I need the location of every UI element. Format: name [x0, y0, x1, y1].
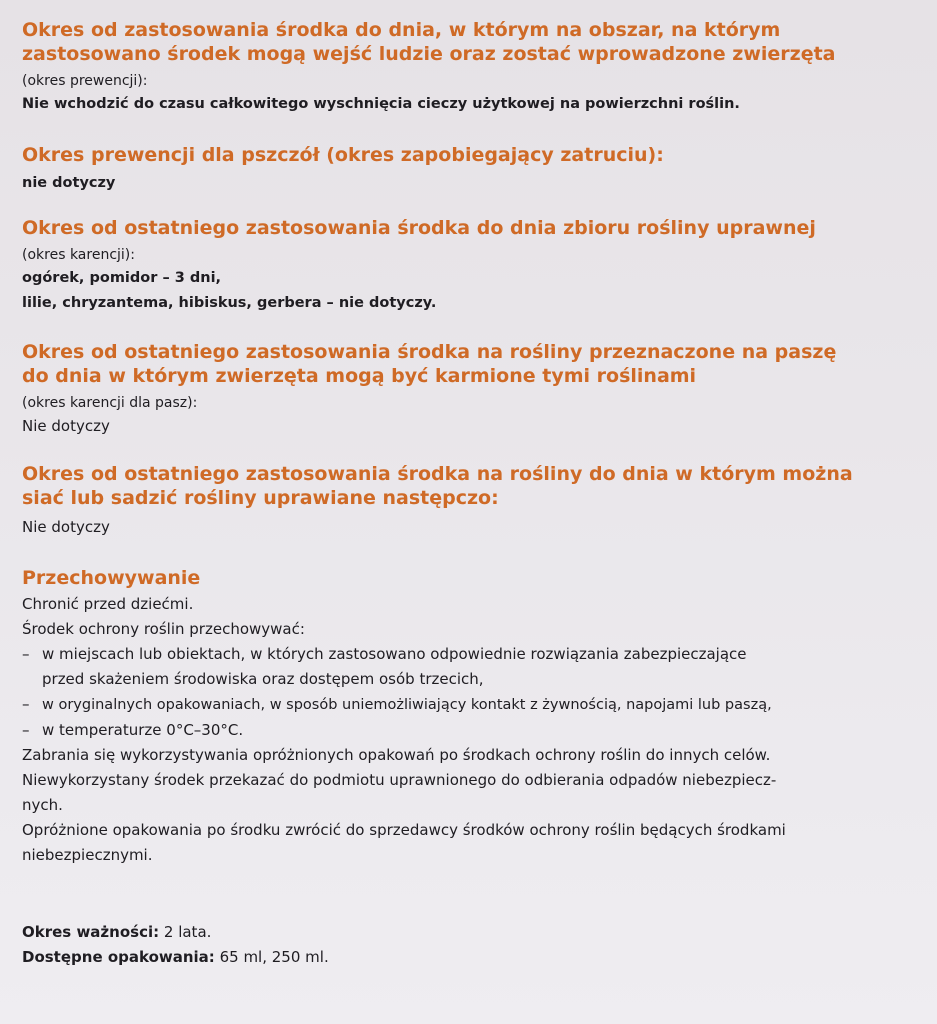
section-storage — [22, 566, 923, 868]
section-heading: Okres od ostatniego zastosowania środka na rośliny przeznaczone na paszę — [22, 341, 837, 363]
section-heading: do dnia w którym zwierzęta mogą być karmione tymi roślinami — [22, 365, 697, 387]
section-subtitle: (okres karencji): — [22, 247, 135, 263]
dash-bullet: – — [22, 695, 30, 713]
storage-line: Zabrania się wykorzystywania opróżnionych opakowań po środkach ochrony roślin do innych celów. — [22, 746, 771, 764]
storage-list-item — [22, 692, 923, 718]
section-heading: Okres od ostatniego zastosowania środka do dnia zbioru rośliny uprawnej — [22, 217, 816, 239]
section-value: Nie wchodzić do czasu całkowitego wyschnięcia cieczy użytkowej na powierzchni roślin. — [22, 96, 740, 112]
packages-label: Dostępne opakowania: — [22, 948, 215, 966]
footer-info — [22, 920, 923, 970]
section-prevention-period — [22, 18, 923, 117]
section-value: Nie dotyczy — [22, 518, 110, 536]
section-heading: zastosowano środek mogą wejść ludzie oraz zostać wprowadzone zwierzęta — [22, 43, 836, 65]
section-heading: Okres od ostatniego zastosowania środka na rośliny do dnia w którym można — [22, 463, 853, 485]
section-bee-prevention — [22, 143, 923, 196]
section-subtitle: (okres prewencji): — [22, 73, 148, 89]
packages-line — [22, 945, 923, 970]
storage-line: Środek ochrony roślin przechowywać: — [22, 620, 305, 638]
storage-line: niebezpiecznymi. — [22, 846, 153, 864]
validity-value: 2 lata. — [163, 923, 212, 941]
section-value: ogórek, pomidor – 3 dni, — [22, 270, 222, 286]
section-heading: Okres prewencji dla pszczół (okres zapobiegający zatruciu): — [22, 144, 664, 166]
section-heading: Przechowywanie — [22, 567, 201, 589]
list-item-continuation: przed skażeniem środowiska oraz dostępem osób trzecich, — [42, 670, 484, 688]
packages-value: 65 ml, 250 ml. — [219, 948, 329, 966]
list-item-text: w temperaturze 0°C–30°C. — [42, 721, 244, 739]
storage-list-item — [22, 642, 923, 667]
section-succession-crops — [22, 462, 923, 540]
list-item-text: w oryginalnych opakowaniach, w sposób uniemożliwiający kontakt z żywnością, napojami lub paszą, — [42, 697, 772, 713]
storage-list-item — [22, 718, 923, 743]
section-preharvest-interval — [22, 216, 923, 316]
storage-line: Niewykorzystany środek przekazać do podmiotu uprawnionego do odbierania odpadów niebezpiecz- — [22, 771, 777, 789]
list-item-text: w miejscach lub obiektach, w których zastosowano odpowiednie rozwiązania zabezpieczające — [42, 645, 747, 663]
section-value: Nie dotyczy — [22, 417, 110, 435]
dash-bullet: – — [22, 721, 30, 739]
storage-line: nych. — [22, 796, 63, 814]
section-feed-interval — [22, 340, 923, 439]
dash-bullet: – — [22, 645, 30, 663]
section-heading: siać lub sadzić rośliny uprawiane następczo: — [22, 487, 499, 509]
section-heading: Okres od zastosowania środka do dnia, w którym na obszar, na którym — [22, 19, 781, 41]
validity-line — [22, 920, 923, 945]
section-value: nie dotyczy — [22, 175, 116, 191]
section-subtitle: (okres karencji dla pasz): — [22, 395, 198, 411]
storage-line: Opróżnione opakowania po środku zwrócić do sprzedawcy środków ochrony roślin będących środkami — [22, 821, 786, 839]
storage-line: Chronić przed dziećmi. — [22, 595, 194, 613]
validity-label: Okres ważności: — [22, 923, 160, 941]
section-value: lilie, chryzantema, hibiskus, gerbera – nie dotyczy. — [22, 295, 437, 311]
